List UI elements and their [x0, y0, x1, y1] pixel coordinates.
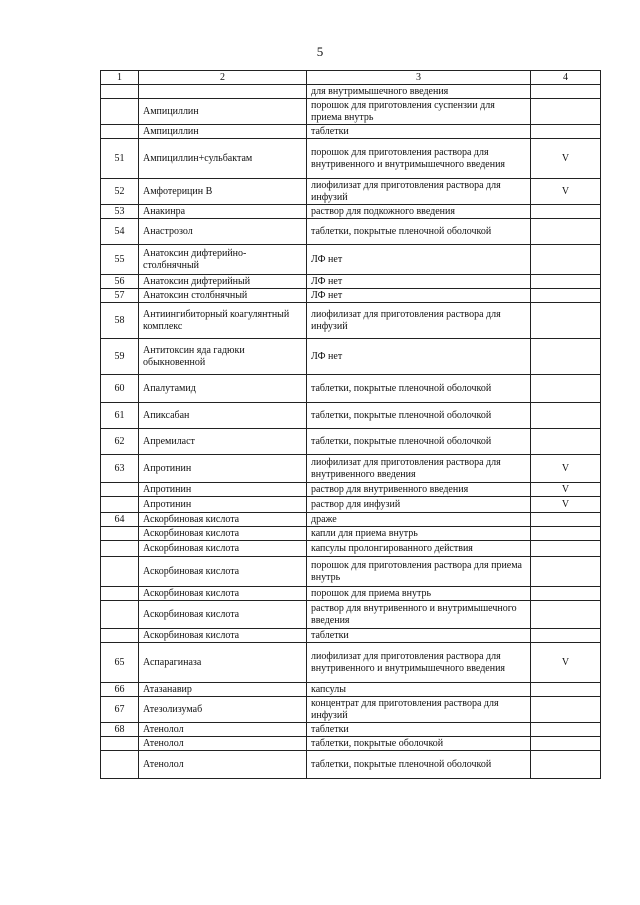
- drug-name: Ампициллин: [139, 125, 307, 139]
- dosage-form: таблетки, покрытые пленочной оболочкой: [307, 751, 531, 779]
- dosage-form: капсулы: [307, 683, 531, 697]
- table-row: [101, 751, 601, 779]
- vital-mark: [531, 601, 601, 629]
- vital-mark: [531, 375, 601, 403]
- drug-name: Аскорбиновая кислота: [139, 513, 307, 527]
- table-row: [101, 125, 601, 139]
- table-row: [101, 587, 601, 601]
- table-row: [101, 85, 601, 99]
- table-row: [101, 737, 601, 751]
- table-row: [101, 643, 601, 683]
- drug-name: Апалутамид: [139, 375, 307, 403]
- vital-mark: [531, 557, 601, 587]
- vital-mark: V: [531, 497, 601, 513]
- drug-name: Ампициллин+сульбактам: [139, 139, 307, 179]
- drug-name: Апремиласт: [139, 429, 307, 455]
- table-row: [101, 303, 601, 339]
- table-row: [101, 275, 601, 289]
- dosage-form: ЛФ нет: [307, 275, 531, 289]
- dosage-form: раствор для подкожного введения: [307, 205, 531, 219]
- drug-name: Антитоксин яда гадюки обыкновенной: [139, 339, 307, 375]
- row-number: 55: [101, 245, 139, 275]
- dosage-form: таблетки: [307, 723, 531, 737]
- table-row: [101, 403, 601, 429]
- row-number: 63: [101, 455, 139, 483]
- table-row: [101, 557, 601, 587]
- drug-name: Анакинра: [139, 205, 307, 219]
- drug-name: Ампициллин: [139, 99, 307, 125]
- drug-table: [100, 70, 601, 779]
- vital-mark: [531, 737, 601, 751]
- drug-name: Аскорбиновая кислота: [139, 527, 307, 541]
- drug-name: Аскорбиновая кислота: [139, 587, 307, 601]
- dosage-form: таблетки, покрытые пленочной оболочкой: [307, 219, 531, 245]
- row-number: 60: [101, 375, 139, 403]
- vital-mark: [531, 125, 601, 139]
- vital-mark: [531, 683, 601, 697]
- row-number: 52: [101, 179, 139, 205]
- drug-name: Апротинин: [139, 483, 307, 497]
- dosage-form: порошок для приготовления суспензии для приема внутрь: [307, 99, 531, 125]
- dosage-form: ЛФ нет: [307, 339, 531, 375]
- drug-name: Атенолол: [139, 737, 307, 751]
- dosage-form: таблетки, покрытые оболочкой: [307, 737, 531, 751]
- drug-name: Аскорбиновая кислота: [139, 557, 307, 587]
- drug-name: Атезолизумаб: [139, 697, 307, 723]
- table-body: [101, 85, 601, 779]
- row-number: [101, 557, 139, 587]
- drug-name: Аспарагиназа: [139, 643, 307, 683]
- dosage-form: порошок для приема внутрь: [307, 587, 531, 601]
- header-col-1: 1: [101, 71, 139, 85]
- vital-mark: [531, 303, 601, 339]
- dosage-form: порошок для приготовления раствора для внутривенного и внутримышечного введения: [307, 139, 531, 179]
- drug-name: Апротинин: [139, 497, 307, 513]
- table-row: [101, 527, 601, 541]
- drug-name: Аскорбиновая кислота: [139, 541, 307, 557]
- drug-name: Аскорбиновая кислота: [139, 601, 307, 629]
- row-number: [101, 527, 139, 541]
- row-number: 62: [101, 429, 139, 455]
- table-row: [101, 375, 601, 403]
- table-row: [101, 245, 601, 275]
- table-header-row: [101, 71, 601, 85]
- drug-name: Антиингибиторный коагулянтный комплекс: [139, 303, 307, 339]
- dosage-form: для внутримышечного введения: [307, 85, 531, 99]
- dosage-form: таблетки, покрытые пленочной оболочкой: [307, 375, 531, 403]
- drug-name: Апротинин: [139, 455, 307, 483]
- row-number: [101, 587, 139, 601]
- table-row: [101, 541, 601, 557]
- row-number: 66: [101, 683, 139, 697]
- row-number: 65: [101, 643, 139, 683]
- table-row: [101, 601, 601, 629]
- vital-mark: [531, 219, 601, 245]
- row-number: 64: [101, 513, 139, 527]
- table-row: [101, 697, 601, 723]
- table-row: [101, 629, 601, 643]
- vital-mark: [531, 339, 601, 375]
- row-number: 54: [101, 219, 139, 245]
- vital-mark: [531, 275, 601, 289]
- vital-mark: [531, 587, 601, 601]
- dosage-form: таблетки: [307, 125, 531, 139]
- vital-mark: [531, 629, 601, 643]
- dosage-form: лиофилизат для приготовления раствора для инфузий: [307, 303, 531, 339]
- vital-mark: [531, 403, 601, 429]
- vital-mark: [531, 99, 601, 125]
- row-number: 68: [101, 723, 139, 737]
- page-number: 5: [316, 44, 324, 59]
- vital-mark: [531, 205, 601, 219]
- table-row: [101, 289, 601, 303]
- drug-name: Анатоксин столбнячный: [139, 289, 307, 303]
- header-col-3: 3: [307, 71, 531, 85]
- vital-mark: V: [531, 455, 601, 483]
- table-row: [101, 497, 601, 513]
- vital-mark: [531, 697, 601, 723]
- drug-name: Атенолол: [139, 723, 307, 737]
- drug-name: Атенолол: [139, 751, 307, 779]
- row-number: 53: [101, 205, 139, 219]
- vital-mark: [531, 527, 601, 541]
- dosage-form: лиофилизат для приготовления раствора для внутривенного и внутримышечного введения: [307, 643, 531, 683]
- vital-mark: [531, 85, 601, 99]
- table-row: [101, 683, 601, 697]
- table-row: [101, 205, 601, 219]
- drug-name: Анатоксин дифтерийный: [139, 275, 307, 289]
- table-row: [101, 139, 601, 179]
- row-number: [101, 629, 139, 643]
- row-number: 59: [101, 339, 139, 375]
- vital-mark: [531, 541, 601, 557]
- vital-mark: [531, 751, 601, 779]
- row-number: 56: [101, 275, 139, 289]
- row-number: 57: [101, 289, 139, 303]
- table-row: [101, 99, 601, 125]
- drug-name: Апиксабан: [139, 403, 307, 429]
- row-number: [101, 497, 139, 513]
- table-row: [101, 513, 601, 527]
- table-row: [101, 339, 601, 375]
- vital-mark: V: [531, 139, 601, 179]
- vital-mark: [531, 723, 601, 737]
- table-row: [101, 179, 601, 205]
- dosage-form: раствор для внутривенного введения: [307, 483, 531, 497]
- header-col-2: 2: [139, 71, 307, 85]
- vital-mark: [531, 289, 601, 303]
- table-row: [101, 723, 601, 737]
- drug-name: Аскорбиновая кислота: [139, 629, 307, 643]
- row-number: [101, 125, 139, 139]
- row-number: 51: [101, 139, 139, 179]
- table-row: [101, 429, 601, 455]
- vital-mark: V: [531, 179, 601, 205]
- drug-name: Анастрозол: [139, 219, 307, 245]
- dosage-form: капли для приема внутрь: [307, 527, 531, 541]
- dosage-form: порошок для приготовления раствора для приема внутрь: [307, 557, 531, 587]
- drug-name: Амфотерицин В: [139, 179, 307, 205]
- table-row: [101, 483, 601, 497]
- dosage-form: лиофилизат для приготовления раствора для внутривенного введения: [307, 455, 531, 483]
- table-row: [101, 455, 601, 483]
- drug-name: [139, 85, 307, 99]
- row-number: 58: [101, 303, 139, 339]
- vital-mark: [531, 429, 601, 455]
- dosage-form: ЛФ нет: [307, 245, 531, 275]
- dosage-form: таблетки: [307, 629, 531, 643]
- dosage-form: лиофилизат для приготовления раствора для инфузий: [307, 179, 531, 205]
- row-number: [101, 85, 139, 99]
- vital-mark: V: [531, 483, 601, 497]
- header-col-4: 4: [531, 71, 601, 85]
- vital-mark: V: [531, 643, 601, 683]
- dosage-form: раствор для инфузий: [307, 497, 531, 513]
- vital-mark: [531, 513, 601, 527]
- vital-mark: [531, 245, 601, 275]
- row-number: [101, 483, 139, 497]
- row-number: [101, 751, 139, 779]
- row-number: [101, 99, 139, 125]
- dosage-form: таблетки, покрытые пленочной оболочкой: [307, 403, 531, 429]
- dosage-form: ЛФ нет: [307, 289, 531, 303]
- table-row: [101, 219, 601, 245]
- dosage-form: капсулы пролонгированного действия: [307, 541, 531, 557]
- dosage-form: таблетки, покрытые пленочной оболочкой: [307, 429, 531, 455]
- row-number: 67: [101, 697, 139, 723]
- drug-name: Атазанавир: [139, 683, 307, 697]
- row-number: [101, 737, 139, 751]
- dosage-form: раствор для внутривенного и внутримышечного введения: [307, 601, 531, 629]
- row-number: 61: [101, 403, 139, 429]
- row-number: [101, 541, 139, 557]
- drug-name: Анатоксин дифтерийно-столбнячный: [139, 245, 307, 275]
- dosage-form: драже: [307, 513, 531, 527]
- row-number: [101, 601, 139, 629]
- dosage-form: концентрат для приготовления раствора для инфузий: [307, 697, 531, 723]
